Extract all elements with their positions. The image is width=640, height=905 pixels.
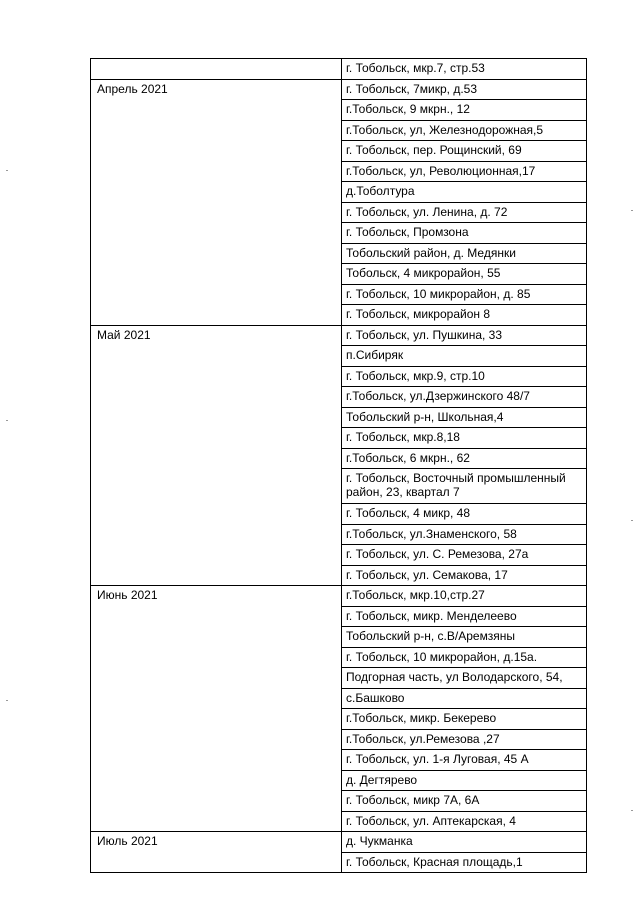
address-cell: г. Тобольск, Восточный промышленный район, 23, квартал 7 <box>342 469 587 504</box>
address-cell: Подгорная часть, ул Володарского, 54, <box>342 668 587 689</box>
table-row <box>91 586 587 607</box>
address-cell: г.Тобольск, ул, Железнодорожная,5 <box>342 120 587 141</box>
address-cell: г. Тобольск, Промзона <box>342 223 587 244</box>
address-cell: г. Тобольск, Красная площадь,1 <box>342 852 587 873</box>
address-cell: г. Тобольск, мкр.7, стр.53 <box>342 59 587 80</box>
address-cell: г.Тобольск, ул, Революционная,17 <box>342 161 587 182</box>
address-cell: г. Тобольск, микрорайон 8 <box>342 305 587 326</box>
scan-mark <box>6 420 8 421</box>
address-cell: г.Тобольск, ул.Ремезова ,27 <box>342 729 587 750</box>
address-cell: г. Тобольск, ул. 1-я Луговая, 45 А <box>342 750 587 771</box>
address-cell: г.Тобольск, микр. Бекерево <box>342 709 587 730</box>
address-cell: д.Тоболтура <box>342 182 587 203</box>
address-table <box>90 58 587 873</box>
address-cell: г.Тобольск, 6 мкрн., 62 <box>342 448 587 469</box>
address-cell: г. Тобольск, ул. С. Ремезова, 27а <box>342 545 587 566</box>
address-cell: г. Тобольск, ул. Пушкина, 33 <box>342 325 587 346</box>
address-cell: г. Тобольск, ул. Семакова, 17 <box>342 565 587 586</box>
scan-mark <box>6 700 8 701</box>
address-cell: г.Тобольск, ул.Знаменского, 58 <box>342 524 587 545</box>
month-cell <box>91 59 342 80</box>
table-row <box>91 59 587 80</box>
scan-mark <box>631 810 633 811</box>
month-cell: Апрель 2021 <box>91 79 342 325</box>
table-row <box>91 79 587 100</box>
address-cell: д. Дегтярево <box>342 770 587 791</box>
scan-mark <box>631 210 633 211</box>
address-cell: г.Тобольск, мкр.10,стр.27 <box>342 586 587 607</box>
table-row <box>91 832 587 853</box>
address-cell: г. Тобольск, 10 микрорайон, д.15а. <box>342 647 587 668</box>
address-cell: с.Башково <box>342 688 587 709</box>
address-cell: г. Тобольск, ул. Ленина, д. 72 <box>342 202 587 223</box>
month-cell: Июнь 2021 <box>91 586 342 832</box>
address-cell: г. Тобольск, микр 7А, 6А <box>342 791 587 812</box>
address-cell: г. Тобольск, пер. Рощинский, 69 <box>342 141 587 162</box>
address-cell: Тобольский р-н, с.В/Аремзяны <box>342 627 587 648</box>
address-cell: г. Тобольск, 7микр, д.53 <box>342 79 587 100</box>
scan-mark <box>6 170 8 171</box>
address-cell: г. Тобольск, 10 микрорайон, д. 85 <box>342 284 587 305</box>
address-cell: Тобольский р-н, Школьная,4 <box>342 407 587 428</box>
address-cell: Тобольский район, д. Медянки <box>342 243 587 264</box>
address-cell: г.Тобольск, 9 мкрн., 12 <box>342 100 587 121</box>
month-cell: Июль 2021 <box>91 832 342 873</box>
address-cell: д. Чукманка <box>342 832 587 853</box>
address-cell: г. Тобольск, 4 микр, 48 <box>342 504 587 525</box>
table-body <box>91 59 587 873</box>
address-cell: г. Тобольск, микр. Менделеево <box>342 606 587 627</box>
table-row <box>91 325 587 346</box>
address-cell: п.Сибиряк <box>342 346 587 367</box>
address-cell: Тобольск, 4 микрорайон, 55 <box>342 264 587 285</box>
month-cell: Май 2021 <box>91 325 342 586</box>
address-cell: г. Тобольск, мкр.8,18 <box>342 428 587 449</box>
address-cell: г.Тобольск, ул.Дзержинского 48/7 <box>342 387 587 408</box>
address-cell: г. Тобольск, мкр.9, стр.10 <box>342 366 587 387</box>
scan-mark <box>631 520 633 521</box>
address-cell: г. Тобольск, ул. Аптекарская, 4 <box>342 811 587 832</box>
